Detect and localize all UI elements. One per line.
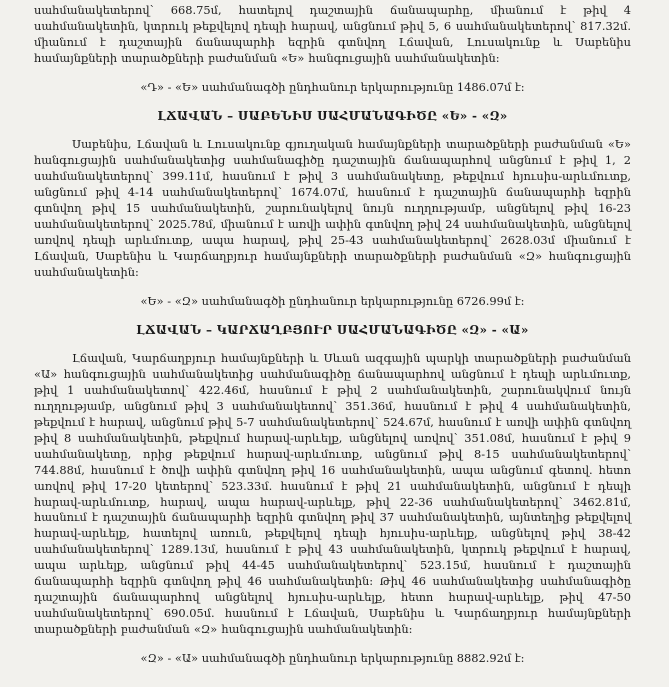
boundary-length-d-e: «Դ» - «Ե» սահմանագծի ընդհանուր երկարությունը 1486.07մ է: [140,79,525,94]
boundary-length-e-z: «Ե» - «Զ» սահմանագծի ընդհանուր երկարությունը 6726.99մ է: [140,293,525,308]
section1-body-paragraph: Սաբենիս, Լճավան և Լուսակունք գյուղական համայնքների տարածքների բաժանման «Ե» հանգուցային սահմանակետից սահմանագիծը դաշտային ճանապարհով անցնում է թիվ 1, 2 սահմանակետերով՝ 399.11մ, հասնում է թիվ 3 սահմանակետը, թեքվում հյուսիս-արևմուտք, անցնում թիվ 4-14 սահմանակետերով՝ 1674.07մ, հասնում է դաշտային ճանապարհի եզրին գտնվող թիվ 15 սահմանակետին, շարունակելով նույն ուղղությամբ, անցնելով թիվ 16-23 սահմանակետերով՝ 2025.78մ, միանում է առվի ափին գտնվող թիվ 24 սահմանակետին, անցնելով առվով դեպի արևմուտք, ապա հարավ, թիվ 25-43 սահմանակետերով՝ 2628.03մ միանում է Լճավան, Սաբենիս և Կարճաղբյուր համայնքների տարածքների բաժանման «Զ» հանգուցային սահմանակետին: [34,137,631,279]
section-heading-lchavan-sabenis: ԼՃԱՎԱՆ – ՍԱԲԵՆԻՍ ՍԱՀՄԱՆԱԳԻԾԸ «Ե» - «Զ» [157,108,508,123]
intro-paragraph: սահմանակետերով՝ 668.75մ, հատելով դաշտային ճանապարհը, միանում է թիվ 4 սահմանակետին, կտրուկ թեքվելով դեպի հարավ, անցնում թիվ 5, 6 սահմանակետերով՝ 817.32մ. միանում է դաշտային ճանապարհի եզրին գտնվող Լճավան, Լուսակունք և Սաբենիս համայնքների տարածքների բաժանման «Ե» հանգուցային սահմանակետին: [34,3,631,65]
section2-body-paragraph: Լճավան, Կարճաղբյուր համայնքների և Սևան ազգային պարկի տարածքների բաժանման «Ա» հանգուցային սահմանակետից սահմանագիծը ճանապարհով անցնում է դեպի արևմուտք, թիվ 1 սահմանակետով՝ 422.46մ, հասնում է թիվ 2 սահմանակետին, շարունակվում նույն ուղղությամբ, անցնում թիվ 3 սահմանակետով՝ 351.36մ, հասնում է թիվ 4 սահմանակետին, թեքվում է հարավ, անցնում թիվ 5-7 սահմանակետերով՝ 524.67մ, հասնում է առվի ափին գտնվող թիվ 8 սահմանակետին, թեքվում հարավ-արևելք, անցնելով առվով՝ 351.08մ, հասնում է թիվ 9 սահմանակետը, որից թեքվում հարավ-արևմուտք, անցնում թիվ 8-15 սահմանակետերով՝ 744.88մ, հասնում է ծովի ափին գտնվող թիվ 16 սահմանակետին, ապա անցնում գետով. հետո առվով թիվ 17-20 կետերով՝ 523.33մ. հասնում է թիվ 21 սահմանակետին, անցնում է դեպի հարավ-արևմուտք, հարավ, ապա հարավ-արևելք, թիվ 22-36 սահմանակետերով՝ 3462.81մ, հասնում է դաշտային ճանապարհի եզրին գտնվող թիվ 37 սահմանակետին, այնտեղից թեքվելով հարավ-արևելք, հատելով առուն, թեքվելով դեպի հյուսիս-արևելք, անցնելով թիվ 38-42 սահմանակետերով՝ 1289.13մ, հասնում է թիվ 43 սահմանակետին, կտրուկ թեքվում է հարավ, ապա արևելք, անցնում թիվ 44-45 սահմանակետերով՝ 523.15մ, հասնում է դաշտային ճանապարհի եզրին գտնվող թիվ 46 սահմանակետին: Թիվ 46 սահմանակետից սահմանագիծը դաշտային ճանապարհով անցնելով հյուսիս-արևելք, հետո հարավ-արևելք, թիվ 47-50 սահմանակետերով՝ 690.05մ. հասնում է Լճավան, Սաբենիս և Կարճաղբյուր համայնքների տարածքների բաժանման «Զ» հանգուցային սահմանակետին: [34,351,631,636]
boundary-length-z-a: «Զ» - «Ա» սահմանագծի ընդհանուր երկարությունը 8882.92մ է: [140,650,525,665]
section-heading-lchavan-karchaghbyur: ԼՃԱՎԱՆ – ԿԱՐՃԱՂԲՅՈՒՐ ՍԱՀՄԱՆԱԳԻԾԸ «Զ» - «Ա» [136,322,529,337]
